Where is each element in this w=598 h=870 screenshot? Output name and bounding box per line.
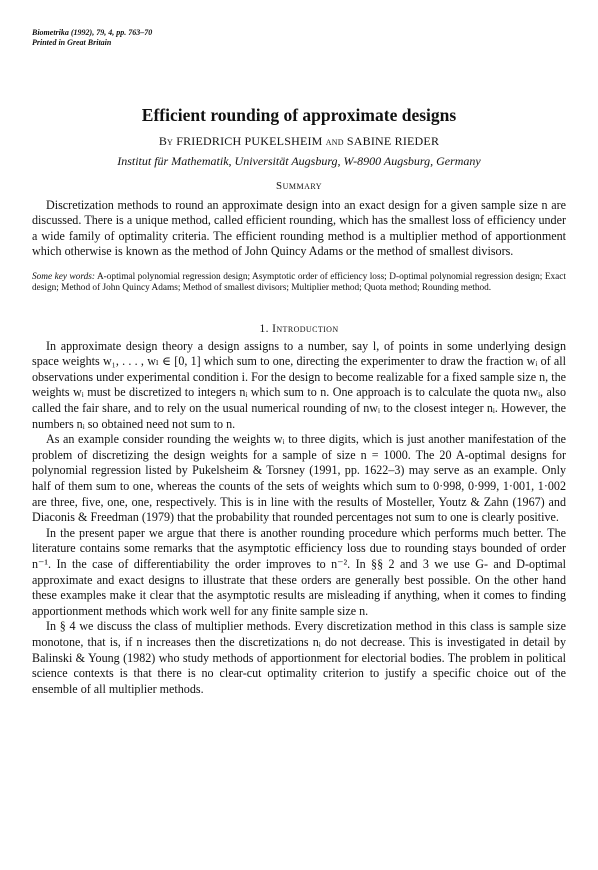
printed-in-line: Printed in Great Britain (32, 38, 112, 47)
author-2: SABINE RIEDER (346, 134, 440, 148)
and-word: and (325, 134, 344, 148)
paragraph: As an example consider rounding the weights wᵢ to three digits, which is just another manifestation of the problem of discretizing the design weights for a sample of size n = 1000. The 20 A-optimal designs for polynomial regression listed by Pukelsheim & Torsney (1991, pp. 1622–3) may serve as an example. Only half of them sum to one, whereas the counts of the sets of weights which sum to 0·998, 0·999, 1·001, 1·002 are three, five, one, one, respectively. This is in line with the results of Mosteller, Youtz & Zahn (1967) and Diaconis & Freedman (1979) that the probability that rounded percentages not sum to one is clearly positive. (32, 432, 566, 525)
introduction-body (32, 339, 566, 698)
journal-citation: Biometrika (1992), 79, 4, pp. 763–70 (32, 28, 153, 37)
summary-text: Discretization methods to round an approximate design into an exact design for a given sample size n are discussed. There is a unique method, called efficient rounding, which has the smallest loss of efficiency under a wide family of optimality criteria. The efficient rounding method is a multiplier method of apportionment which otherwise is known as the method of John Quincy Adams or the method of smallest divisors. (32, 198, 566, 259)
by-word: By (158, 134, 173, 148)
paragraph: In the present paper we argue that there is another rounding procedure which performs much better. The literature contains some remarks that the asymptotic efficiency loss due to rounding stays bounded of order n⁻¹. In the case of differentiability the order improves to n⁻². In §§ 2 and 3 we use G- and D-optimal approximate and exact designs to illustrate that these orders are generally best possible. On the other hand these examples make it clear that the asymptotic results are misleading if anything, when it comes to finding apportionment methods which work well for any finite sample size n. (32, 525, 566, 618)
key-words-label: Some key words: (32, 271, 95, 282)
key-words (32, 272, 566, 295)
paper-page (32, 28, 566, 697)
paragraph: In § 4 we discuss the class of multiplier methods. Every discretization method in this class is sample size monotone, that is, if n increases then the discretizations nᵢ do not decrease. This is investigated in detail by Balinski & Young (1982) who study methods of apportionment for electorial bodies. The problem in political science contexts is that there is no clear-cut optimality criterion to justify a specific choice out of the ensemble of all multiplier methods. (32, 619, 566, 696)
author-line (32, 134, 566, 149)
affiliation: Institut für Mathematik, Universität Augsburg, W-8900 Augsburg, Germany (117, 154, 481, 168)
paragraph: In approximate design theory a design assigns to a number, say l, of points in some underlying design space weights w₁, . . . , wₗ ∈ [0, 1] which sum to one, directing the experimenter to draw the fraction wᵢ of all observations under experimental condition i. For the design to become realizable for a fixed sample size n, the weights wᵢ must be discretized to integers nᵢ which sum to n. One approach is to calculate the quota nwᵢ, also called the fair share, and to rely on the usual numerical rounding of nwᵢ to the closest integer nᵢ. However, the numbers nᵢ so obtained need not sum to n. (32, 338, 566, 431)
section-heading-introduction: 1. Introduction (259, 322, 339, 335)
summary-heading: Summary (275, 180, 323, 192)
author-1: FRIEDRICH PUKELSHEIM (176, 134, 323, 148)
paper-title: Efficient rounding of approximate designs (141, 105, 457, 125)
key-words-text: A-optimal polynomial regression design; Asymptotic order of efficiency loss; D-optimal polynomial regression design; Exact design; Method of John Quincy Adams; Method of smallest divisors; Multiplier method; Quota method; Rounding method. (32, 271, 566, 294)
